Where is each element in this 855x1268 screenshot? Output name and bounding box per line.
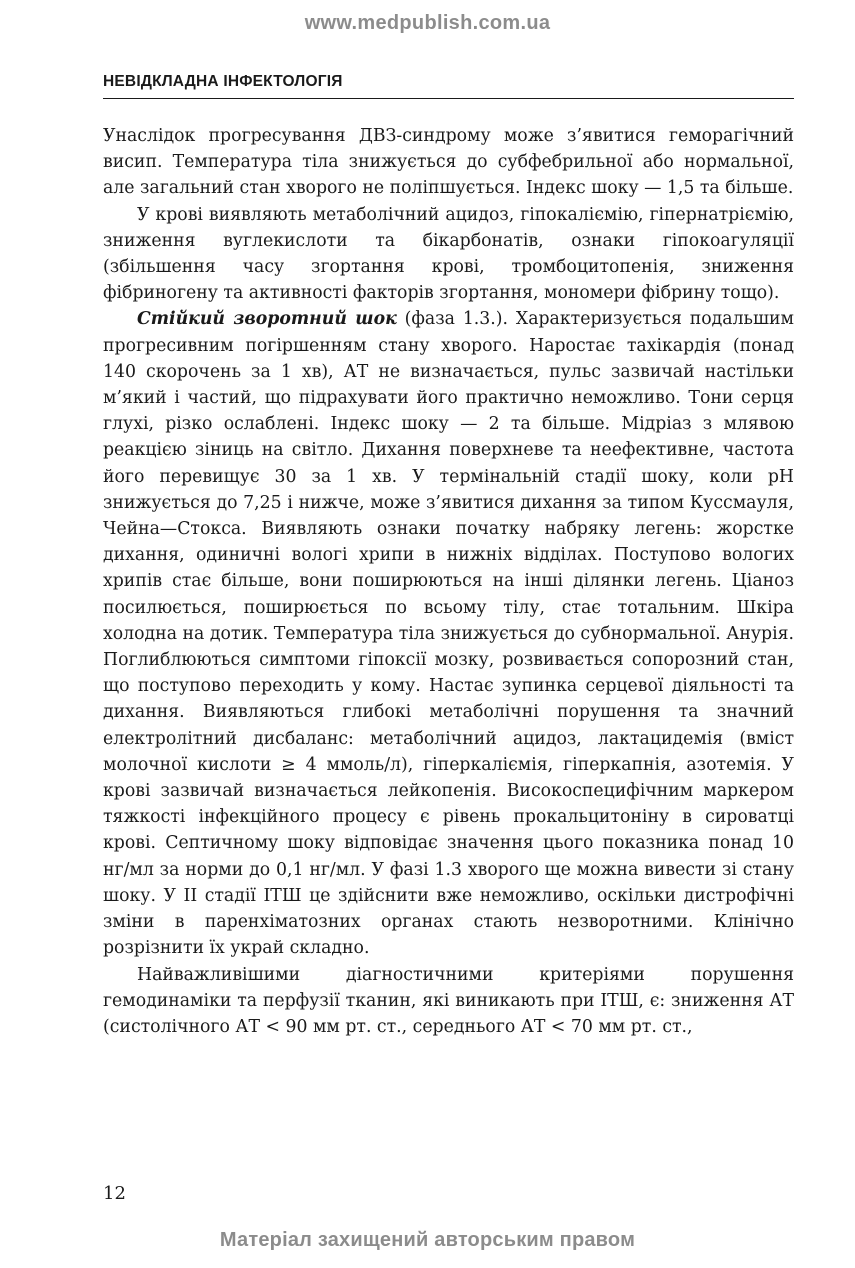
body-text — [103, 123, 794, 1040]
paragraph-2: У крові виявляють метаболічний ацидоз, гіпокаліємію, гіпернатріємію, зниження вуглекислоти та бікарбонатів, ознаки гіпокоагуляції (збільшення часу згортання крові, тромбоцитопенія, зниження фібриногену та активності факторів згортання, мономери фібрину тощо). — [103, 204, 794, 304]
header-rule — [103, 98, 794, 99]
running-head: НЕВІДКЛАДНА ІНФЕКТОЛОГІЯ — [103, 73, 343, 90]
paragraph-4: Найважливішими діагностичними критеріями порушення гемодинаміки та перфузії тканин, які виникають при ІТШ, є: зниження АТ (систолічного АТ < 90 мм рт. ст., середнього АТ < 70 мм рт. ст., — [103, 964, 794, 1037]
paragraph-3 — [103, 306, 794, 961]
paragraph-1: Унаслідок прогресування ДВЗ-синдрому може з’явитися геморагічний висип. Температура тіла знижується до субфебрильної або нормальної, але загальний стан хворого не поліпшується. Індекс шоку — 1,5 та більше. — [103, 126, 794, 199]
paragraph-3-text: (фаза 1.3.). Характеризується подальшим прогресивним погіршенням стану хворого. Наростає тахікардія (понад 140 скорочень за 1 хв), АТ не визначається, пульс зазвичай настільки м’який і частий, що підрахувати його практично неможливо. Тони серця глухі, різко ослаблені. Індекс шоку — 2 та більше. Мідріаз з млявою реакцією зіниць на світло. Дихання поверхневе та неефективне, частота його перевищує 30 за 1 хв. У термінальній стадії шоку, коли pH знижується до 7,25 і нижче, може з’явитися дихання за типом Куссмауля, Чейна—Стокса. Виявляють ознаки початку набряку легень: жорстке дихання, одиничні вологі хрипи в нижніх відділах. Поступово вологих хрипів стає більше, вони поширюються на інші ділянки легень. Ціаноз посилюється, поширюється по всьому тілу, стає тотальним. Шкіра холодна на дотик. Температура тіла знижується до субнормальної. Анурія. Поглиблюються симптоми гіпоксії мозку, розвивається сопорозний стан, що поступово переходить у кому. Настає зупинка серцевої діяльності та дихання. Виявляються глибокі метаболічні порушення та значний електролітний дисбаланс: метаболічний ацидоз, лактацидемія (вміст молочної кислоти ≥ 4 ммоль/л), гіперкаліємія, гіперкапнія, азотемія. У крові зазвичай визначається лейкопенія. Високоспецифічним маркером тяжкості інфекційного процесу є рівень прокальцитоніну в сироватці крові. Септичному шоку відповідає значення цього показника понад 10 нг/мл за норми до 0,1 нг/мл. У фазі 1.3 хворого ще можна вивести зі стану шоку. У ІІ стадії ІТШ це здійснити вже неможливо, оскільки дистрофічні зміни в паренхіматозних органах стають незворотними. Клінічно розрізнити їх украй складно. — [103, 309, 794, 959]
term-stable-reversible-shock: Стійкий зворотний шок — [137, 309, 397, 330]
page-number: 12 — [103, 1183, 126, 1204]
copyright-notice: Матеріал захищений авторським правом — [219, 1229, 636, 1251]
site-url: www.medpublish.com.ua — [304, 12, 551, 34]
